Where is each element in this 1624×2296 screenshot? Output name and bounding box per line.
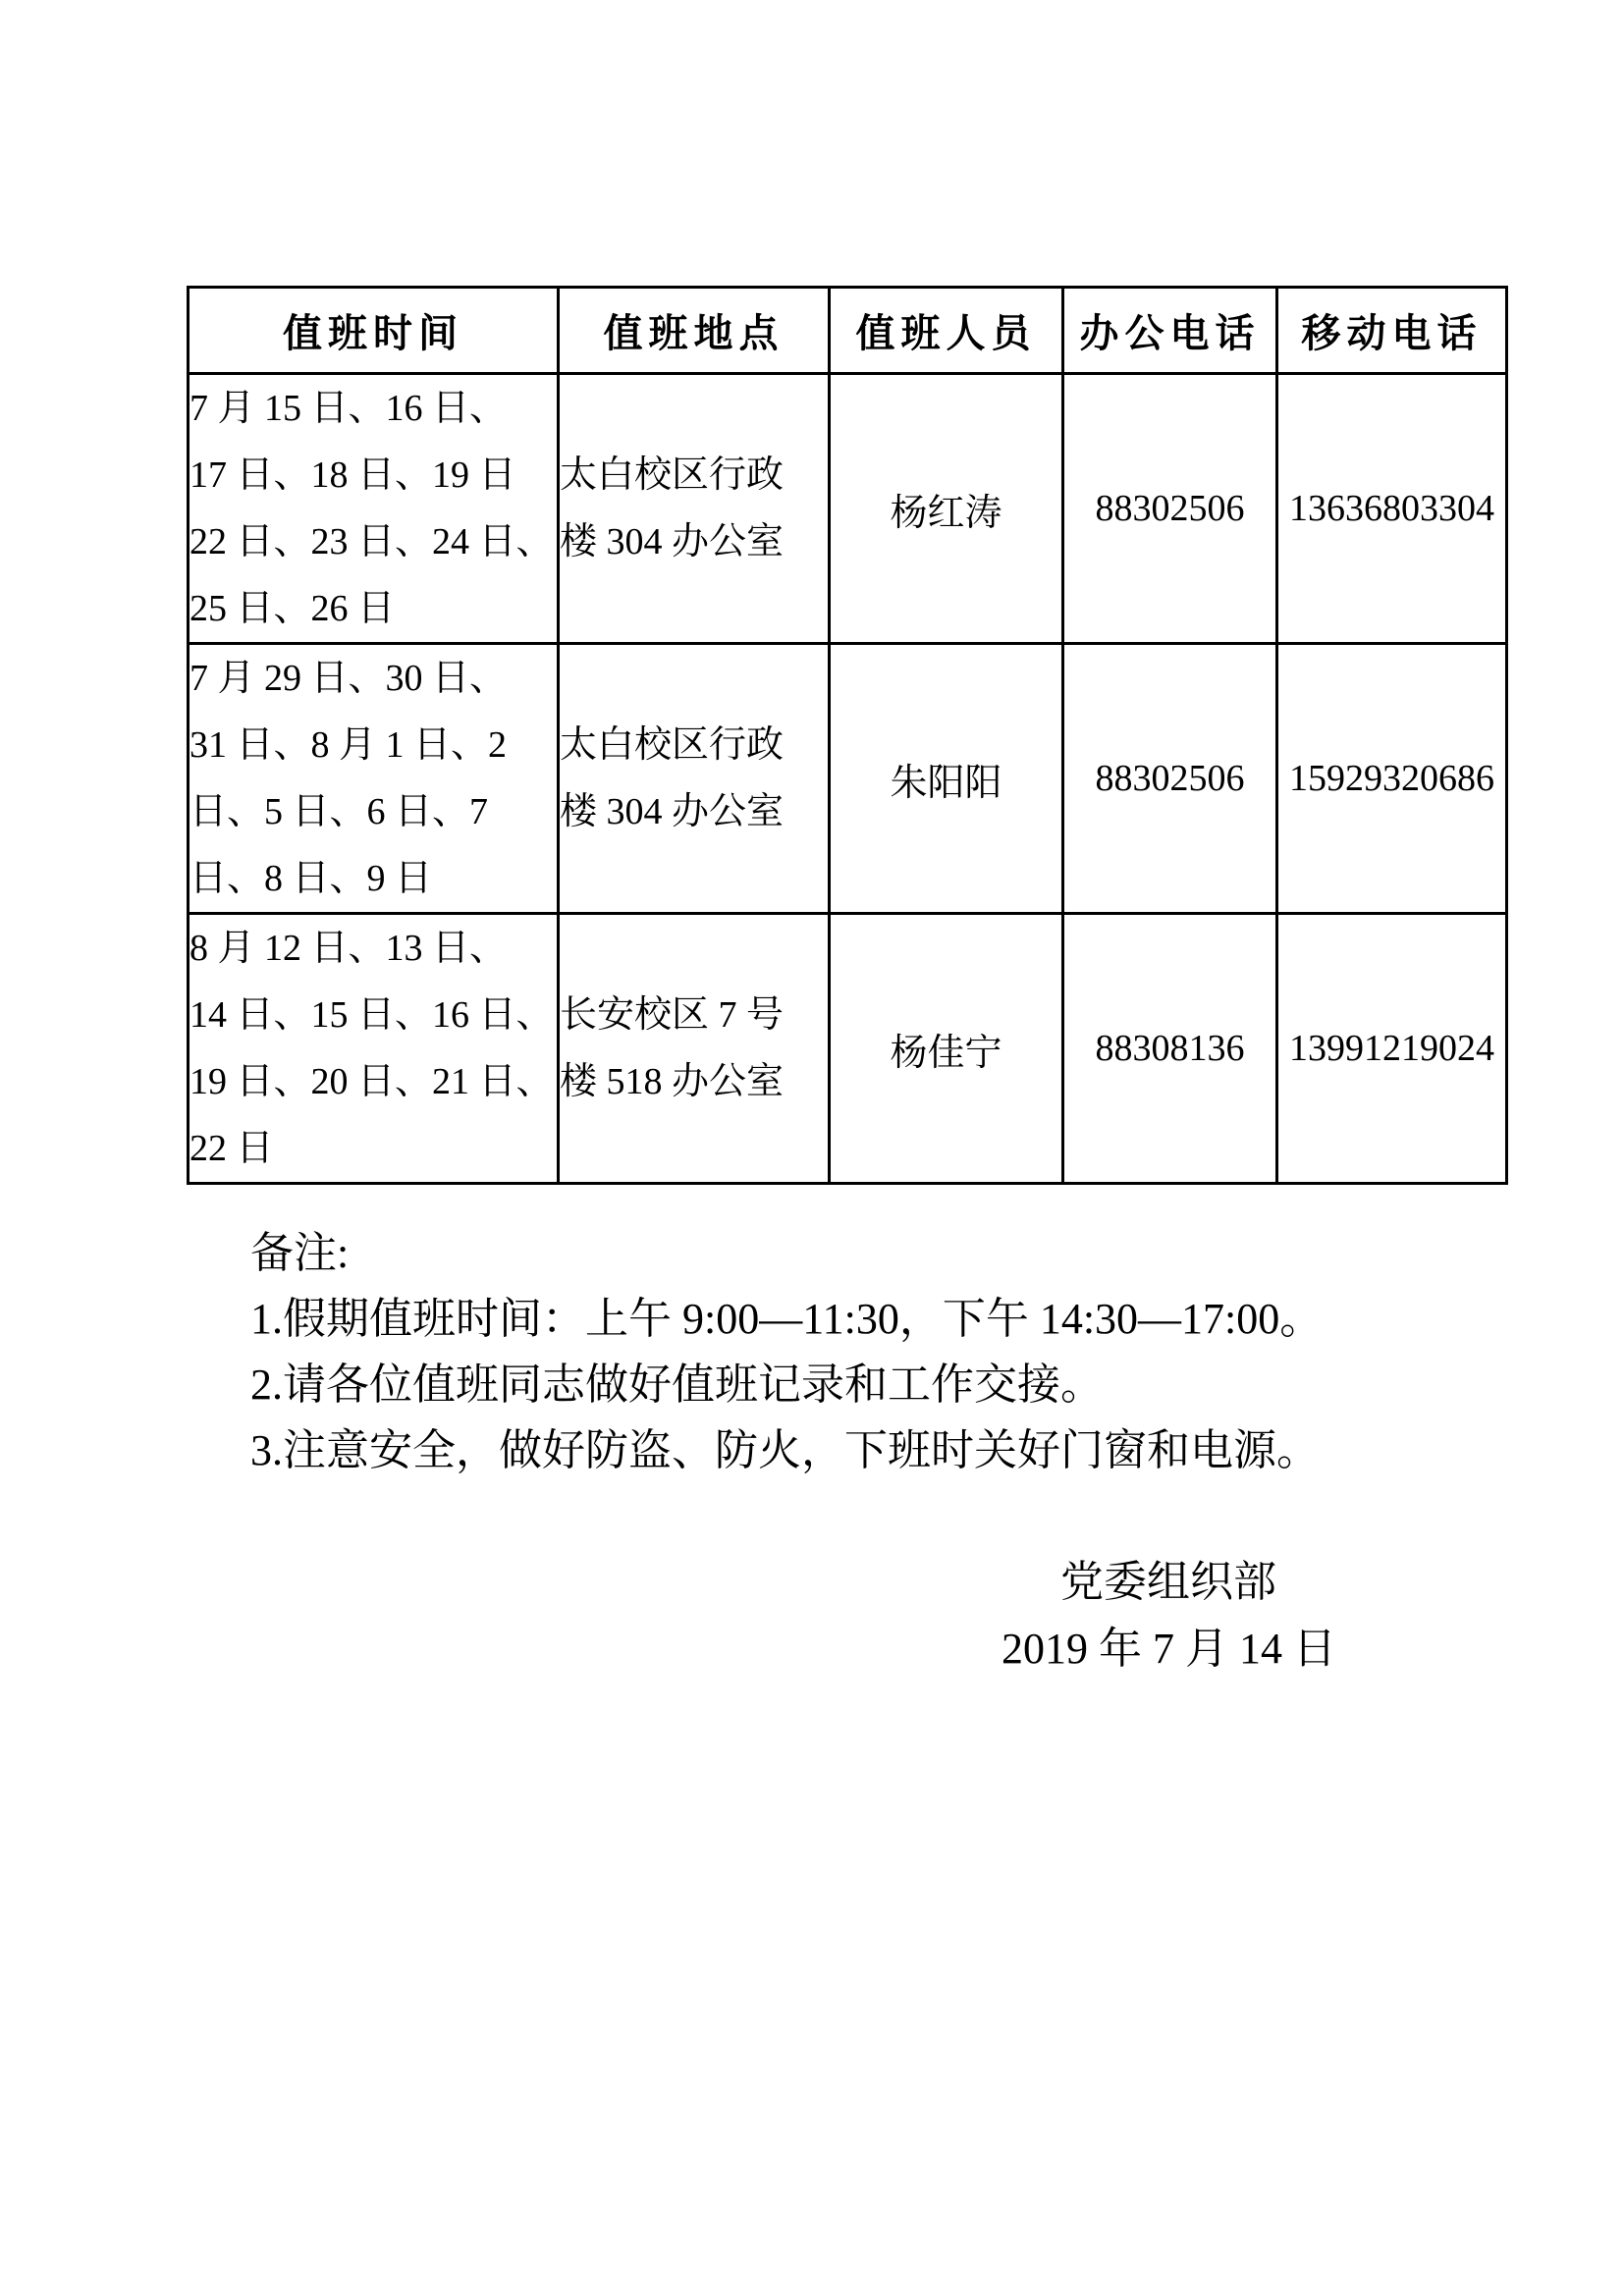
duty-time-cell [189,914,559,1184]
duty-time-line: 22 日 [189,1128,274,1169]
mobile-phone-cell: 13636803304 [1277,374,1507,644]
table-row [189,374,1507,644]
signature-block [1001,1549,1335,1682]
mobile-phone-cell: 13991219024 [1277,914,1507,1184]
column-header-office-phone: 办公电话 [1063,288,1277,374]
duty-location-line: 楼 304 办公室 [560,521,785,562]
note-item-1: 1.假期值班时间：上午 9:00—11:30，下午 14:30—17:00。 [250,1295,1324,1343]
duty-location-line: 太白校区行政 [560,724,785,766]
duty-time-line: 7 月 15 日、16 日、 [189,388,508,429]
duty-location-line: 太白校区行政 [560,454,785,496]
office-phone-cell: 88302506 [1063,374,1277,644]
office-phone-cell: 88302506 [1063,644,1277,914]
column-header-duty-location: 值班地点 [559,288,830,374]
duty-time-cell [189,644,559,914]
duty-time-line: 25 日、26 日 [189,588,396,629]
duty-location-cell [559,914,830,1184]
duty-location-line: 楼 304 办公室 [560,791,785,832]
table-row [189,644,1507,914]
note-item-2: 2.请各位值班同志做好值班记录和工作交接。 [250,1361,1104,1409]
duty-location-line: 楼 518 办公室 [560,1061,785,1102]
mobile-phone-cell: 15929320686 [1277,644,1507,914]
office-phone-cell: 88308136 [1063,914,1277,1184]
column-header-duty-time: 值班时间 [189,288,559,374]
duty-time-cell [189,374,559,644]
duty-time-line: 31 日、8 月 1 日、2 [189,724,508,766]
notes-label: 备注: [250,1229,350,1277]
column-header-mobile-phone: 移动电话 [1277,288,1507,374]
duty-schedule-table [187,286,1508,1185]
duty-time-line: 17 日、18 日、19 日 [189,454,516,496]
duty-location-line: 长安校区 7 号 [560,994,785,1036]
duty-time-line: 8 月 12 日、13 日、 [189,928,508,969]
duty-person-cell: 杨红涛 [830,374,1063,644]
note-item-3: 3.注意安全，做好防盗、防火，下班时关好门窗和电源。 [250,1426,1320,1474]
duty-time-line: 14 日、15 日、16 日、 [189,994,554,1036]
table-header-row [189,288,1507,374]
duty-time-line: 7 月 29 日、30 日、 [189,658,508,699]
notes-section [250,1220,1323,1483]
signature-department: 党委组织部 [1060,1558,1276,1606]
duty-time-line: 22 日、23 日、24 日、 [189,521,554,562]
duty-time-line: 19 日、20 日、21 日、 [189,1061,554,1102]
duty-time-line: 日、5 日、6 日、7 [189,791,489,832]
duty-person-cell: 杨佳宁 [830,914,1063,1184]
duty-location-cell [559,644,830,914]
signature-date: 2019 年 7 月 14 日 [1001,1625,1336,1673]
duty-location-cell [559,374,830,644]
duty-person-cell: 朱阳阳 [830,644,1063,914]
table-row [189,914,1507,1184]
column-header-duty-person: 值班人员 [830,288,1063,374]
duty-time-line: 日、8 日、9 日 [189,858,433,899]
